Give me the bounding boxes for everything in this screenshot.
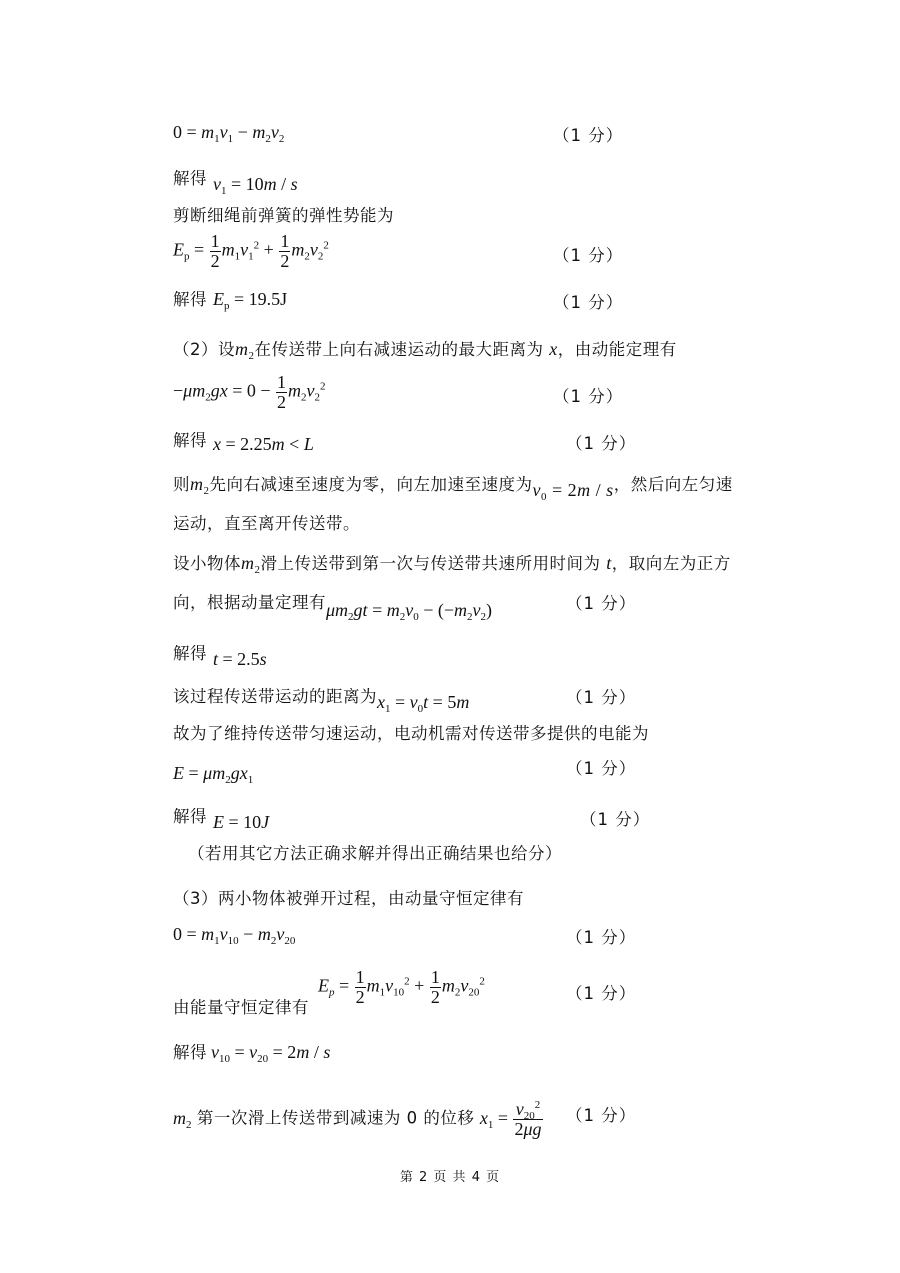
score-9: （1 分）: [580, 810, 651, 829]
result-v1: 解得 $v_1 = 10m / s$: [173, 169, 298, 197]
score-2: （1 分）: [553, 246, 624, 265]
score-10: （1 分）: [566, 928, 637, 947]
score-1: （1 分）: [553, 126, 624, 145]
score-11: （1 分）: [566, 984, 637, 1003]
set-text: 设小物体$m_2$滑上传送带到第一次与传送带共速所用时间为 t，取向左为正方: [173, 553, 731, 576]
score-3: （1 分）: [553, 293, 624, 312]
result-E: 解得 E = 10J: [173, 807, 270, 832]
equation-E: $E = \mu m_2gx_1$: [173, 763, 254, 786]
then-text: 则$m_2$先向右减速至速度为零，向左加速至速度为$v_0 = 2m / s$，然后向左匀速: [173, 474, 733, 503]
note-text: （若用其它方法正确求解并得出正确结果也给分）: [188, 844, 562, 863]
energy-text: 故为了维持传送带匀速运动，电动机需对传送带多提供的电能为: [173, 724, 649, 743]
score-6: （1 分）: [566, 594, 637, 613]
equation-ep3: $E_p$ = $\frac{1}{2}$ $m_1v_{10}^2$ + $\frac{1}{2}$ $m_2v_{20}^2$: [318, 967, 485, 1007]
belt-distance: 该过程传送带运动的距离为$x_1 = v_0t = 5m$: [173, 687, 470, 715]
part2-heading: （2）设$m_2$在传送带上向右减速运动的最大距离为 x，由动能定理有: [173, 339, 677, 362]
score-5: （1 分）: [566, 434, 637, 453]
last-line: $m_2$ 第一次滑上传送带到减速为 0 的位移 $x_1$ = $\frac{v_{20}^2}{2\mu g}$: [173, 1099, 542, 1139]
spring-energy-text: 剪断细绳前弹簧的弹性势能为: [173, 206, 394, 225]
equation-momentum-1: $0 = m_1v_1 - m_2v_2$: [173, 122, 285, 145]
energy-conservation-text: 由能量守恒定律有: [173, 998, 309, 1017]
result-t: 解得 t = 2.5s: [173, 644, 267, 669]
then-text-2: 运动，直至离开传送带。: [173, 514, 360, 533]
score-8: （1 分）: [566, 759, 637, 778]
equation-momentum-3: $0 = m_1v_{10} - m_2v_{20}$: [173, 924, 296, 947]
part3-heading: （3）两小物体被弹开过程，由动量守恒定律有: [173, 889, 524, 908]
score-12: （1 分）: [566, 1106, 637, 1125]
result-v10: 解得 $v_{10} = v_{20} = 2m / s$: [173, 1042, 331, 1065]
score-7: （1 分）: [566, 688, 637, 707]
equation-work: $-\mu m_2gx = 0$ − $\frac{1}{2}$ $m_2v_2^2$: [173, 372, 326, 412]
impulse-line: 向，根据动量定理有$\mu m_2gt = m_2v_0 - (-m_2v_2)$: [173, 593, 493, 623]
page-number-footer: 第 2 页 共 4 页: [399, 1170, 501, 1185]
equation-ep: $E_p$ = $\frac{1}{2}$ $m_1v_1^2$ + $\frac{1}{2}$ $m_2v_2^2$: [173, 231, 329, 271]
result-x: 解得 x = 2.25m < L: [173, 431, 314, 454]
result-ep: 解得 $E_p = 19.5J$: [173, 289, 288, 312]
score-4: （1 分）: [553, 387, 624, 406]
